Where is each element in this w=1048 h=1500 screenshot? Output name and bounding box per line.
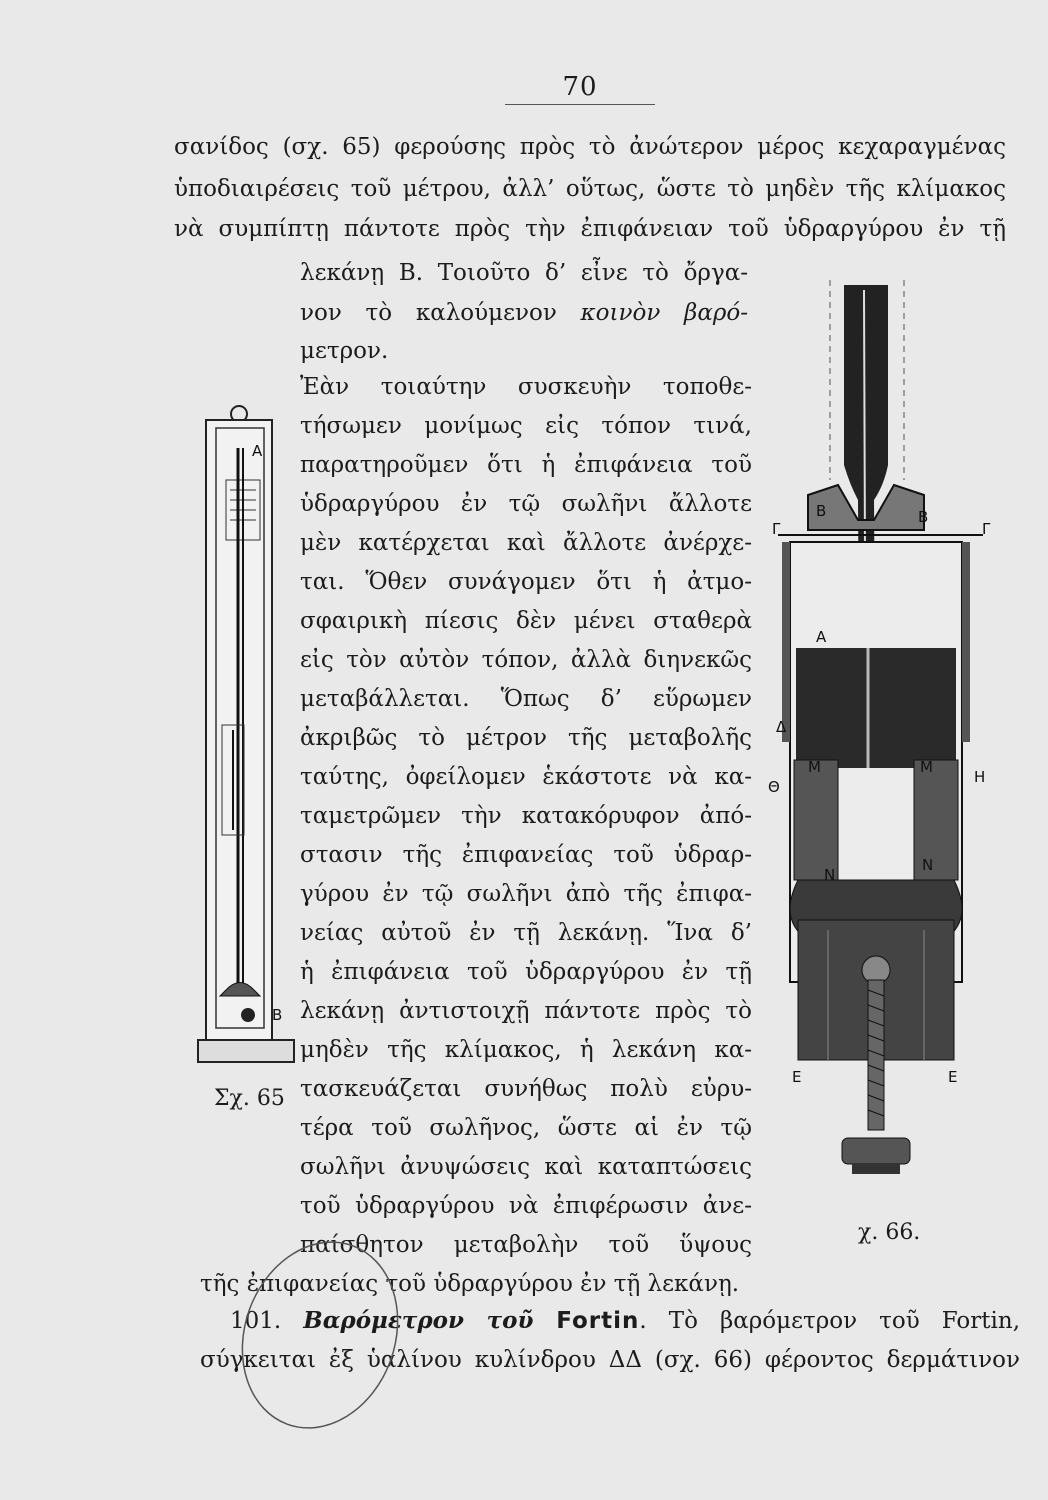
pencil-circle-mark [230, 1220, 410, 1450]
text-line: γύρου ἐν τῷ σωλῆνι ἀπὸ τῆς ἐπιφα- [300, 881, 752, 907]
section-title-text: Βαρόμετρον τοῦ [303, 1307, 557, 1334]
text-line: Ἐὰν τοιαύτην συσκευὴν τοποθε- [300, 374, 752, 400]
fig66-label-e-right: E [948, 1068, 958, 1086]
text-line: παίσθητον μεταβολὴν τοῦ ὕψους [300, 1232, 752, 1258]
section-number: 101. [230, 1308, 282, 1334]
fig65-label-a: A [252, 442, 263, 460]
fig66-label-n-right: N [922, 856, 934, 874]
fig66-label-b-right: B [918, 508, 929, 526]
text-line: νείας αὐτοῦ ἐν τῇ λεκάνῃ. Ἵνα δ’ [300, 920, 752, 946]
figure-66-caption: χ. 66. [858, 1220, 921, 1245]
term-line: μετρον. [300, 338, 389, 364]
section-text: . Τὸ βαρόμετρον τοῦ Fortin, [639, 1308, 1021, 1334]
fig66-label-m-left: M [808, 758, 821, 776]
text-line: σφαιρικὴ πίεσις δὲν μένει σταθερὰ [300, 608, 752, 634]
text-line: σανίδος (σχ. 65) φερούσης πρὸς τὸ ἀνώτερον μέρος κεχαραγμένας [174, 134, 1006, 160]
text-line: μεταβάλλεται. Ὅπως δ’ εὕρωμεν [300, 686, 752, 712]
text-line: ταμετρῶμεν τὴν κατακόρυφον ἀπό- [300, 803, 752, 829]
term-common-barometer: κοινὸν βαρό- [580, 300, 748, 326]
text-line: σωλῆνι ἀνυψώσεις καὶ καταπτώσεις [300, 1154, 752, 1180]
fig66-label-b-left: B [816, 502, 827, 520]
text-line: τασκευάζεται συνήθως πολὺ εὐρυ- [300, 1076, 752, 1102]
fig66-label-h: H [974, 768, 986, 786]
figure-65-caption: Σχ. 65 [214, 1086, 285, 1111]
text-line: νὰ συμπίπτῃ πάντοτε πρὸς τὴν ἐπιφάνειαν τοῦ ὑδραργύρου ἐν τῇ [174, 216, 1006, 242]
text-line: ἡ ἐπιφάνεια τοῦ ὑδραργύρου ἐν τῇ [300, 959, 752, 985]
text-line: λεκάνῃ Β. Τοιοῦτο δ’ εἶνε τὸ ὄργα- [300, 260, 748, 286]
section-title-name: Fortin [556, 1308, 640, 1334]
page-number: 70 [562, 72, 598, 102]
fig66-label-e-left: E [792, 1068, 802, 1086]
text-line: ται. Ὅθεν συνάγομεν ὅτι ἡ ἀτμο- [300, 569, 752, 595]
text-span: νον τὸ καλούμενον [300, 300, 581, 326]
figure-65-barometer [196, 400, 306, 1080]
text-line: μὲν κατέρχεται καὶ ἄλλοτε ἀνέρχε- [300, 530, 752, 556]
text-line [300, 298, 748, 328]
text-line: τοῦ ὑδραργύρου νὰ ἐπιφέρωσιν ἀνε- [300, 1193, 752, 1219]
text-line: λεκάνῃ ἀντιστοιχῇ πάντοτε πρὸς τὸ [300, 998, 752, 1024]
text-line: τέρα τοῦ σωλῆνος, ὥστε αἱ ἐν τῷ [300, 1115, 752, 1141]
text-line: παρατηροῦμεν ὅτι ἡ ἐπιφάνεια τοῦ [300, 452, 752, 478]
text-line: στασιν τῆς ἐπιφανείας τοῦ ὑδραρ- [300, 842, 752, 868]
text-line: ὑποδιαιρέσεις τοῦ μέτρου, ἀλλ’ οὕτως, ὥστε τὸ μηδὲν τῆς κλίμακος [174, 176, 1006, 202]
fig66-label-d: Δ [776, 718, 787, 736]
text-line: τήσωμεν μονίμως εἰς τόπον τινά, [300, 413, 752, 439]
text-line: ἀκριβῶς τὸ μέτρον τῆς μεταβολῆς [300, 725, 752, 751]
header-rule [505, 104, 655, 105]
text-line: τῆς ἐπιφανείας τοῦ ὑδραργύρου ἐν τῇ λεκάνῃ. [200, 1271, 740, 1297]
figure-66-fortin-barometer [768, 280, 998, 1200]
fig66-label-g-left: Γ [772, 520, 781, 538]
text-line: μηδὲν τῆς κλίμακος, ἡ λεκάνη κα- [300, 1037, 752, 1063]
text-line: σύγκειται ἐξ ὑαλίνου κυλίνδρου ΔΔ (σχ. 66) φέροντος δερμάτινον [200, 1347, 1020, 1373]
fig66-label-a: A [816, 628, 827, 646]
fig66-label-m-right: M [920, 758, 933, 776]
fig66-label-n-left: N [824, 866, 836, 884]
fig66-label-theta: Θ [768, 778, 780, 796]
text-line: ταύτης, ὀφείλομεν ἑκάστοτε νὰ κα- [300, 764, 752, 790]
fig65-label-b: B [272, 1006, 283, 1024]
text-line: ὑδραργύρου ἐν τῷ σωλῆνι ἄλλοτε [300, 491, 752, 517]
fig66-label-g-right: Γ [982, 520, 991, 538]
text-line: εἰς τὸν αὐτὸν τόπον, ἀλλὰ διηνεκῶς [300, 647, 752, 673]
